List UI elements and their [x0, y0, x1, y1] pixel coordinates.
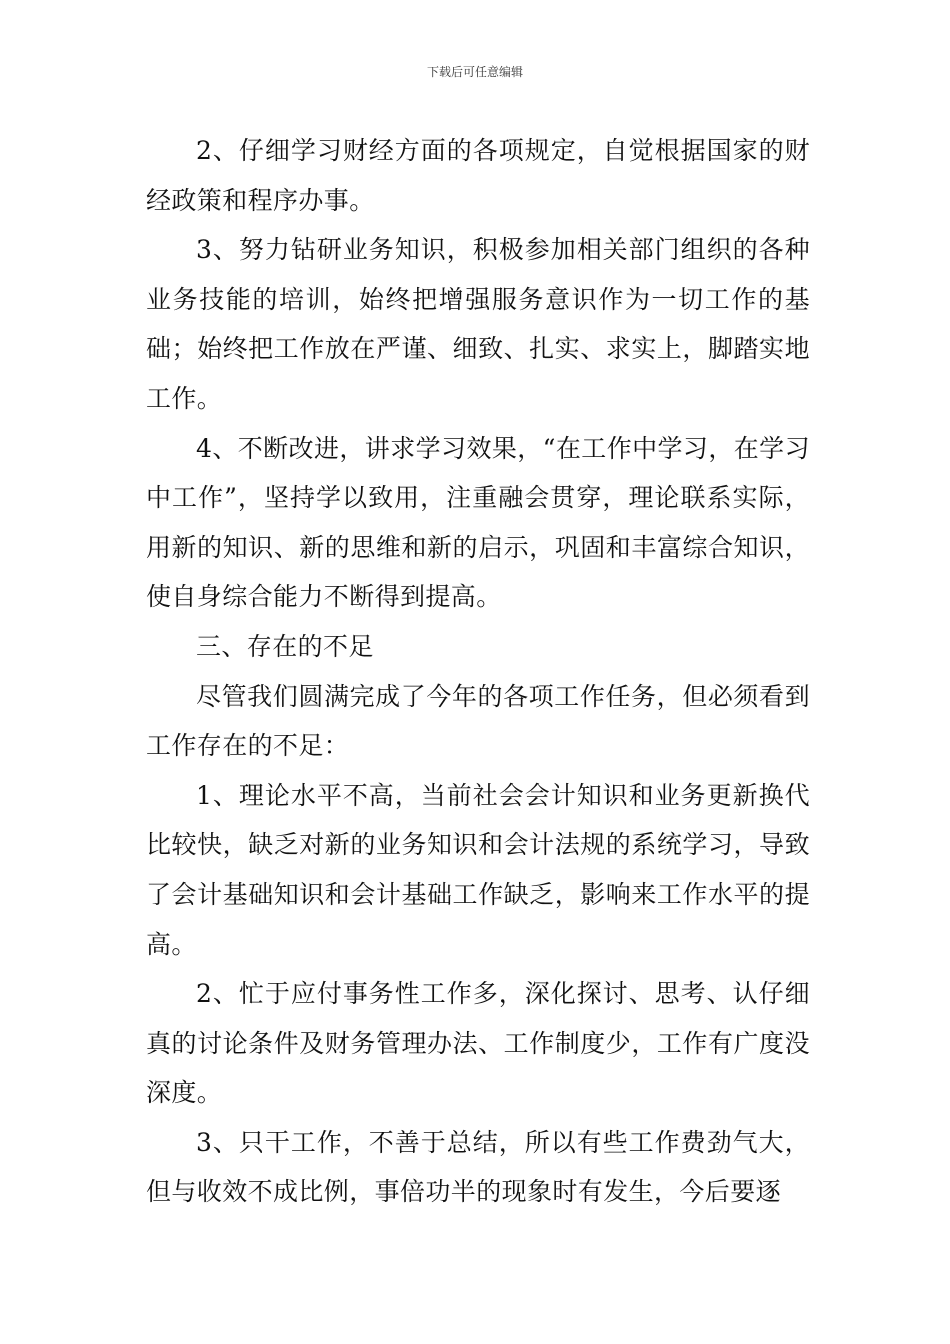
document-body: [146, 126, 810, 1217]
paragraph-item-4: 4、不断改进，讲求学习效果，“在工作中学习，在学习中工作”，坚持学以致用，注重融会贯穿，理论联系实际，用新的知识、新的思维和新的启示，巩固和丰富综合知识，使自身综合能力不断得到提高。: [146, 433, 810, 612]
paragraph-shortcoming-2: 2、忙于应付事务性工作多，深化探讨、思考、认仔细真的讨论条件及财务管理办法、工作制度少，工作有广度没深度。: [146, 979, 810, 1108]
page-header: 下载后可任意编辑: [426, 65, 523, 79]
paragraph-item-3: 3、努力钻研业务知识，积极参加相关部门组织的各种业务技能的培训，始终把增强服务意识作为一切工作的基础；始终把工作放在严谨、细致、扎实、求实上，脚踏实地工作。: [146, 235, 810, 413]
section-heading: 三、存在的不足: [196, 631, 374, 661]
paragraph-shortcoming-1: 1、理论水平不高，当前社会会计知识和业务更新换代比较快，缺乏对新的业务知识和会计法规的系统学习，导致了会计基础知识和会计基础工作缺乏，影响来工作水平的提高。: [146, 780, 810, 959]
paragraph-intro: 尽管我们圆满完成了今年的各项工作任务，但必须看到工作存在的不足：: [146, 681, 810, 761]
paragraph-shortcoming-3: 3、只干工作，不善于总结，所以有些工作费劲气大，但与收效不成比例，事倍功半的现象时有发生，今后要逐: [146, 1127, 810, 1207]
paragraph-item-2: 2、仔细学习财经方面的各项规定，自觉根据国家的财经政策和程序办事。: [146, 136, 810, 215]
